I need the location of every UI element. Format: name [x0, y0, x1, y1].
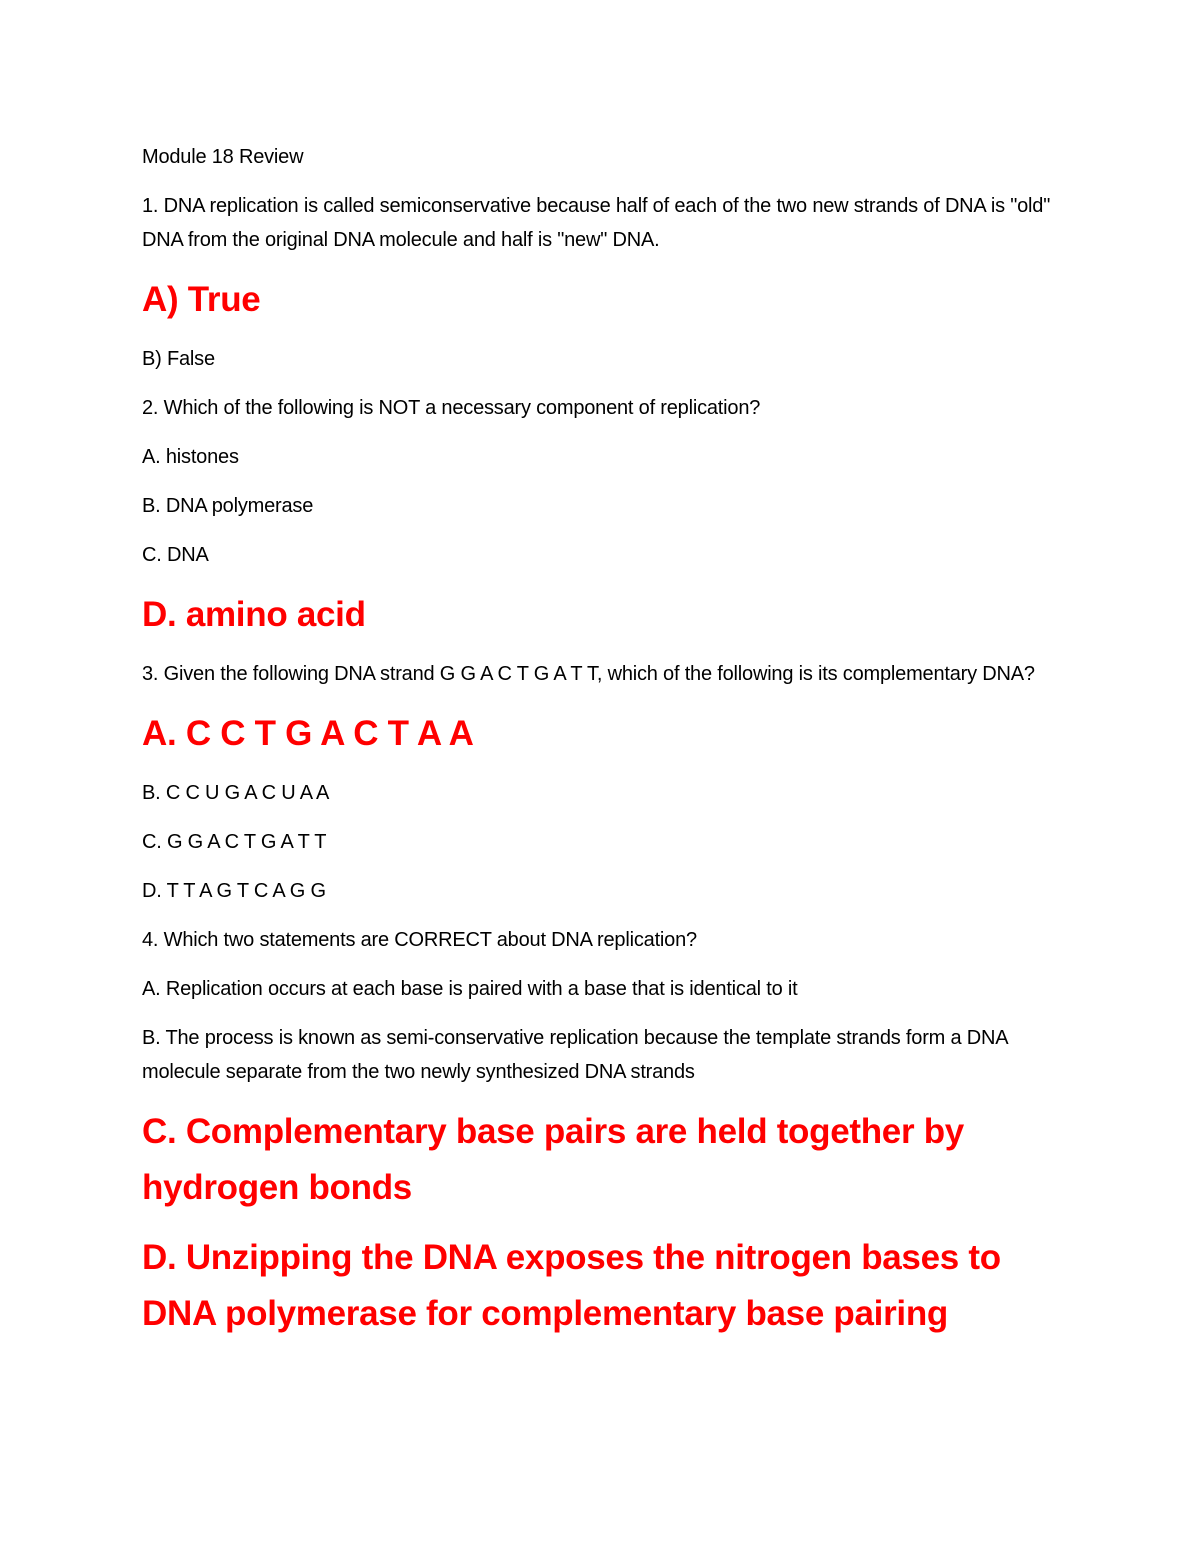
question-2-option-d-answer: D. amino acid [142, 595, 366, 634]
question-2-option-a: A. histones [142, 446, 239, 468]
question-3-prompt: 3. Given the following DNA strand G G A C T G A T T, which of the following is its complementary DNA? [142, 663, 1035, 685]
question-3-option-d: D. T T A G T C A G G [142, 880, 326, 902]
question-2-prompt: 2. Which of the following is NOT a necessary component of replication? [142, 397, 761, 419]
document-title: Module 18 Review [142, 146, 304, 168]
question-4-option-c-answer: C. Complementary base pairs are held together by hydrogen bonds [142, 1112, 964, 1207]
question-2-option-b: B. DNA polymerase [142, 495, 314, 517]
question-3-option-a-answer: A. C C T G A C T A A [142, 714, 474, 753]
question-4-option-b: B. The process is known as semi-conservative replication because the template strands form a DNA molecule separate from the two newly synthesized DNA strands [142, 1027, 1008, 1083]
question-4-prompt: 4. Which two statements are CORRECT about DNA replication? [142, 929, 697, 951]
question-1-option-a-answer: A) True [142, 280, 261, 319]
question-4-option-a: A. Replication occurs at each base is paired with a base that is identical to it [142, 978, 798, 1000]
question-1-prompt: 1. DNA replication is called semiconservative because half of each of the two new strands of DNA is "old" DNA from the original DNA molecule and half is "new" DNA. [142, 195, 1051, 251]
question-3-option-c: C. G G A C T G A T T [142, 831, 327, 853]
question-3-option-b: B. C C U G A C U A A [142, 782, 330, 804]
document-body [142, 140, 1082, 1356]
question-4-option-d-answer: D. Unzipping the DNA exposes the nitrogen bases to DNA polymerase for complementary base pairing [142, 1238, 1001, 1333]
question-2-option-c: C. DNA [142, 544, 209, 566]
question-1-option-b: B) False [142, 348, 215, 370]
